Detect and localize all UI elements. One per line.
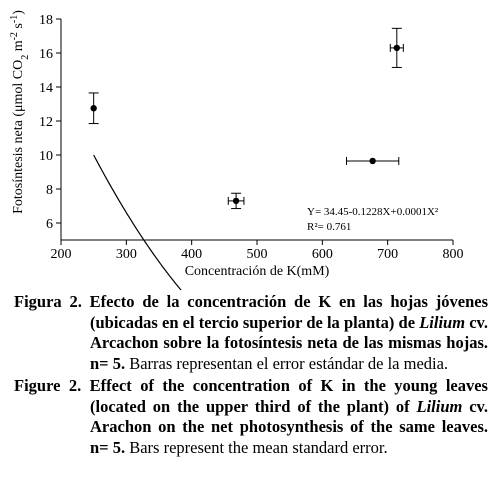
caption-es-italic: Lilium — [419, 312, 466, 332]
caption-es-normal: Barras representan el error estándar de la media. — [125, 353, 449, 373]
data-points — [89, 28, 404, 208]
y-axis-label-part: -2 — [8, 32, 20, 41]
x-tick-label: 700 — [377, 247, 399, 262]
caption-spanish — [14, 292, 488, 374]
caption-en-lead: Figure 2. — [14, 376, 82, 395]
y-ticks — [39, 13, 61, 232]
caption-es-bold2: cv. Arcachon sobre la fotosíntesis neta de las mismas hojas. n= 5. — [90, 312, 488, 373]
data-point — [369, 158, 375, 164]
x-tick-label: 400 — [181, 247, 203, 262]
y-tick-label: 14 — [39, 81, 53, 96]
x-tick-label: 200 — [50, 247, 72, 262]
x-tick-label: 600 — [311, 247, 333, 262]
data-point — [394, 45, 400, 51]
y-axis-label-part: -1 — [8, 14, 20, 24]
y-tick-label: 8 — [46, 183, 53, 198]
fit-equation: Y= 34.45-0.1228X+0.0001X² — [307, 206, 439, 218]
x-axis-label: Concentración de K(mM) — [184, 264, 330, 279]
caption-en-italic: Lilium — [416, 396, 463, 416]
y-axis-label-part: 2 — [19, 54, 31, 60]
r-squared: R²= 0.761 — [307, 221, 352, 233]
x-tick-label: 500 — [246, 247, 268, 262]
x-tick-label: 800 — [442, 247, 464, 262]
y-axis-label-part: Fotosíntesis neta (μmol CO — [11, 59, 26, 214]
caption-en-normal: Bars represent the mean standard error. — [125, 437, 388, 457]
caption-en-bold1: Effect of the concentration of K in the young leaves (located on the upper third of the plant) of — [81, 376, 488, 416]
y-tick-label: 10 — [39, 149, 53, 164]
y-axis-label-part: ) — [11, 10, 26, 15]
caption-es-lead: Figura 2. — [14, 292, 82, 311]
data-point — [90, 105, 96, 111]
caption-english — [14, 376, 488, 458]
y-tick-label: 16 — [39, 47, 53, 62]
y-axis-label-part: m — [11, 40, 26, 55]
x-ticks — [51, 240, 464, 262]
y-tick-label: 18 — [39, 13, 53, 28]
y-axis-label-part: s — [11, 23, 26, 33]
y-axis-label — [9, 10, 31, 214]
y-tick-label: 12 — [39, 115, 53, 130]
caption-en-bold2: cv. Arachon on the net photosynthesis of the same leaves. n= 5. — [90, 396, 488, 457]
x-tick-label: 300 — [115, 247, 137, 262]
y-tick-label: 6 — [46, 217, 53, 232]
data-point — [233, 198, 239, 204]
caption-es-bold1: Efecto de la concentración de K en las hojas jóvenes (ubicadas en el tercio superior de la planta) de — [81, 292, 488, 332]
